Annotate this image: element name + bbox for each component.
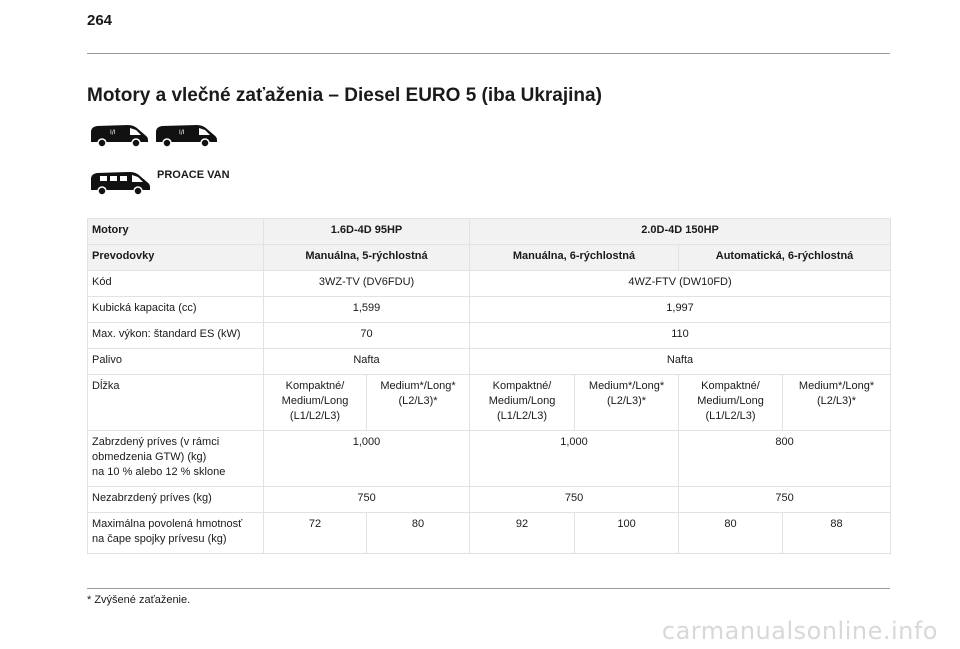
row-label: Kód <box>88 271 264 297</box>
row-label <box>88 513 264 554</box>
cell-line: Kompaktné/ <box>285 380 345 392</box>
table-row-capacity <box>88 297 891 323</box>
table-row-power <box>88 323 891 349</box>
spec-table <box>87 218 891 554</box>
gearbox-header: Automatická, 6-rýchlostná <box>679 245 891 271</box>
table-cell: 110 <box>470 323 891 349</box>
table-cell: Nafta <box>470 349 891 375</box>
table-row-motory <box>88 219 891 245</box>
top-divider <box>87 53 890 54</box>
label-line: na 10 % alebo 12 % sklone <box>92 466 226 478</box>
cell-line: Medium/Long <box>697 395 764 407</box>
table-cell: 750 <box>470 487 679 513</box>
cell-line: Medium*/Long* <box>798 380 875 392</box>
bottom-divider <box>87 588 890 589</box>
label-line: Zabrzdený príves (v rámci <box>92 436 220 448</box>
table-cell: 72 <box>264 513 367 554</box>
table-cell: 92 <box>470 513 575 554</box>
table-cell <box>367 375 470 431</box>
row-label: Nezabrzdený príves (kg) <box>88 487 264 513</box>
row-label: Dĺžka <box>88 375 264 431</box>
table-cell: 100 <box>575 513 679 554</box>
svg-text:I/I: I/I <box>179 129 185 136</box>
table-cell <box>470 375 575 431</box>
cell-line: Medium/Long <box>488 395 556 407</box>
table-cell: Nafta <box>264 349 470 375</box>
row-label: Max. výkon: štandard ES (kW) <box>88 323 264 349</box>
table-cell: 80 <box>679 513 783 554</box>
cell-line: (L2/L3)* <box>398 395 438 407</box>
table-row-braked-trailer <box>88 431 891 487</box>
table-cell: 1,000 <box>470 431 679 487</box>
cell-line: Kompaktné/ <box>492 380 552 392</box>
cell-line: Kompaktné/ <box>701 380 760 392</box>
label-line: Maximálna povolená hmotnosť <box>92 518 243 530</box>
van-model-label: PROACE VAN <box>157 169 230 181</box>
cell-line: (L1/L2/L3) <box>496 410 548 422</box>
table-cell: 1,000 <box>264 431 470 487</box>
table-cell: 750 <box>679 487 891 513</box>
table-row-unbraked-trailer <box>88 487 891 513</box>
table-row-fuel <box>88 349 891 375</box>
cell-line: (L2/L3)* <box>606 395 647 407</box>
page-number: 264 <box>87 12 113 29</box>
table-cell: 1,997 <box>470 297 891 323</box>
table-cell: 70 <box>264 323 470 349</box>
row-label: Palivo <box>88 349 264 375</box>
engine-header: 1.6D-4D 95HP <box>264 219 470 245</box>
page-title: Motory a vlečné zaťaženia – Diesel EURO 5 (iba Ukrajina) <box>87 85 602 106</box>
cell-line: (L2/L3)* <box>816 395 857 407</box>
watermark: carmanualsonline.info <box>661 617 938 645</box>
cell-line: (L1/L2/L3) <box>705 410 756 422</box>
table-cell: 80 <box>367 513 470 554</box>
table-row-prevodovky <box>88 245 891 271</box>
table-cell: 1,599 <box>264 297 470 323</box>
cell-line: Medium*/Long* <box>380 380 456 392</box>
footnote: * Zvýšené zaťaženie. <box>87 594 191 606</box>
svg-text:I/I: I/I <box>110 129 116 136</box>
table-cell: 800 <box>679 431 891 487</box>
table-cell <box>783 375 891 431</box>
van-short-icon <box>88 122 150 148</box>
table-cell <box>575 375 679 431</box>
row-label <box>88 431 264 487</box>
cell-line: (L1/L2/L3) <box>289 410 341 422</box>
gearbox-header: Manuálna, 5-rýchlostná <box>264 245 470 271</box>
table-cell: 750 <box>264 487 470 513</box>
engine-header: 2.0D-4D 150HP <box>470 219 891 245</box>
van-long-icon <box>153 122 219 148</box>
table-row-towball-load <box>88 513 891 554</box>
cell-line: Medium*/Long* <box>588 380 665 392</box>
gearbox-header: Manuálna, 6-rýchlostná <box>470 245 679 271</box>
table-cell: 88 <box>783 513 891 554</box>
label-line: obmedzenia GTW) (kg) <box>92 451 207 463</box>
row-label: Motory <box>88 219 264 245</box>
table-cell: 4WZ-FTV (DW10FD) <box>470 271 891 297</box>
table-cell <box>679 375 783 431</box>
table-row-length <box>88 375 891 431</box>
cell-line: Medium/Long <box>281 395 349 407</box>
label-line: na čape spojky prívesu (kg) <box>92 533 227 545</box>
table-cell: 3WZ-TV (DV6FDU) <box>264 271 470 297</box>
table-row-kod <box>88 271 891 297</box>
table-cell <box>264 375 367 431</box>
van-combi-icon <box>88 168 152 196</box>
row-label: Kubická kapacita (cc) <box>88 297 264 323</box>
row-label: Prevodovky <box>88 245 264 271</box>
